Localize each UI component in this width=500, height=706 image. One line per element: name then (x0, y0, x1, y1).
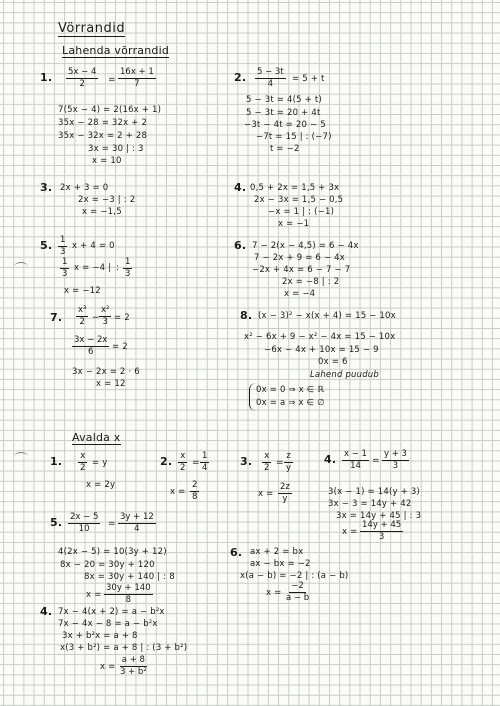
problem-1-lhs-fraction: $\frac{5x - 4}{2}$ (68, 67, 97, 89)
problem-1-step: 7(5x − 4) = 2(16x + 1) (58, 105, 162, 115)
problem-3-equation: 2x + 3 = 0 (60, 183, 109, 193)
solve-1-rhs: = y (92, 458, 108, 468)
problem-8-cases-bracket (249, 383, 256, 411)
problem-2-lhs-fraction: $\frac{5 - 3t}{4}$ (257, 67, 284, 89)
problem-5-step: x = −4 | (74, 263, 112, 273)
solve-6-step: x(a − b) = −2 | : (a − b) (240, 571, 349, 581)
problem-6-step: 2x = −8 | : 2 (282, 277, 340, 287)
problem-5-step-divisor-label: : (116, 263, 120, 273)
problem-8-case: 0x = a ⇒ x ∈ ∅ (256, 398, 325, 408)
solve-1-number: 1. (50, 455, 63, 468)
problem-5-number: 5. (40, 239, 53, 252)
solve-2-result-lhs: x = (170, 487, 186, 497)
problem-6-equation: 7 − 2(x − 4,5) = 6 − 4x (252, 241, 359, 251)
problem-7-answer: x = 12 (96, 379, 126, 389)
problem-8-equation: (x − 3)² − x(x + 4) = 15 − 10x (258, 311, 396, 321)
solve-7-result-lhs: x = (100, 662, 116, 672)
solve-6-step: ax − bx = −2 (250, 559, 311, 569)
problem-1-answer: x = 10 (92, 156, 122, 166)
problem-8-step: x² − 6x + 9 − x² − 4x = 15 − 10x (244, 332, 396, 342)
problem-7-minus: − (92, 313, 100, 323)
problem-4-answer: x = −1 (278, 219, 310, 229)
solve-5-equals: = (108, 519, 116, 529)
solve-3-fraction: $\frac{x}{2}$ (264, 451, 270, 473)
problem-5-step-divisor: $\frac{1}{3}$ (125, 257, 131, 279)
solve-3-result-fraction: $\frac{2z}{y}$ (280, 482, 290, 504)
solve-7-number: 4. (40, 605, 53, 618)
problem-8-number: 8. (240, 309, 253, 322)
problem-5-step-fraction: $\frac{1}{3}$ (62, 257, 68, 279)
problem-5-fraction: $\frac{1}{3}$ (60, 235, 66, 257)
problem-1-number: 1. (40, 71, 53, 84)
problem-2-step: 5 − 3t = 4(5 + t) (246, 95, 322, 105)
problem-7-fraction-a: $\frac{\text{x³}}{2}$ (78, 305, 87, 327)
problem-1-rhs-fraction: $\frac{16x + 1}{7}$ (120, 67, 154, 89)
problem-3-number: 3. (40, 181, 53, 194)
problem-5-answer: x = −12 (64, 286, 101, 296)
solve-7-step: x(3 + b²) = a + 8 | : (3 + b²) (60, 643, 188, 653)
solve-5-step: 8x − 20 = 30y + 120 (60, 560, 155, 570)
solve-1-answer: x = 2y (86, 480, 116, 490)
problem-7-rhs: = 2 (114, 313, 130, 323)
solve-7-step: 3x + b²x = a + 8 (62, 631, 138, 641)
problem-6-step: −2x + 4x = 6 − 7 − 7 (252, 265, 351, 275)
page-title: Vörrandid (58, 21, 126, 36)
problem-7-step: 3x − 2x = 2 · 6 (72, 367, 140, 377)
solve-6-equation: ax + 2 = bx (250, 547, 304, 557)
solve-5-result-fraction: $\frac{30y + 140}{8}$ (106, 583, 151, 605)
solve-3-number: 3. (240, 455, 253, 468)
section-heading-solve-x: Avalda x (72, 431, 121, 444)
solve-2-result-fraction: $\frac{2}{8}$ (192, 480, 198, 502)
problem-7-number: 7. (50, 311, 63, 324)
problem-1-step: 35x − 32x = 2 + 28 (58, 131, 148, 141)
solve-3-rhs-fraction: $\frac{z}{y}$ (286, 451, 292, 473)
solve-4-equals: = (372, 456, 380, 466)
solve-5-number: 5. (50, 516, 63, 529)
solve-4-step: 3x − 3 = 14y + 42 (328, 499, 412, 509)
problem-4-number: 4. (234, 181, 247, 194)
solve-6-result-fraction: $\frac{-2}{a - b}$ (286, 581, 310, 603)
solve-5-rhs-fraction: $\frac{3y + 12}{4}$ (120, 512, 154, 534)
problem-3-step: 2x = −3 | : 2 (78, 195, 136, 205)
problem-3-answer: x = −1,5 (82, 207, 122, 217)
punch-mark-top (14, 262, 28, 271)
problem-1-step: 35x − 28 = 32x + 2 (58, 118, 148, 128)
problem-2-rhs: = 5 + t (292, 74, 325, 84)
problem-8-answer: 0x = 6 (318, 357, 348, 367)
problem-1-step: 3x = 30 | : 3 (88, 144, 144, 154)
problem-6-answer: x = −4 (284, 289, 316, 299)
problem-2-step: −7t = 15 | : (−7) (256, 132, 332, 142)
solve-7-step: 7x − 4x − 8 = a − b²x (58, 619, 158, 629)
problem-6-number: 6. (234, 239, 247, 252)
problem-6-step: 7 − 2x + 9 = 6 − 4x (254, 253, 346, 263)
solve-3-equals: = (276, 458, 284, 468)
solve-4-result-fraction: $\frac{14y + 45}{3}$ (362, 520, 402, 542)
problem-8-step: −6x − 4x + 10x = 15 − 9 (264, 345, 379, 355)
problem-2-step: −3t − 4t = 20 − 5 (244, 120, 326, 130)
solve-4-number: 4. (324, 453, 337, 466)
problem-7-step-fraction: $\frac{3x - 2x}{6}$ (74, 335, 108, 357)
solve-4-rhs-fraction: $\frac{y + 3}{3}$ (384, 449, 407, 471)
solve-6-number: 6. (230, 546, 243, 559)
solve-7-equation: 7x − 4(x + 2) = a − b²x (58, 607, 165, 617)
problem-2-answer: t = −2 (270, 144, 300, 154)
problem-2-number: 2. (234, 71, 247, 84)
problem-8-note: Lahend puudub (310, 370, 379, 380)
problem-4-step: −x = 1 | : (−1) (268, 207, 335, 217)
solve-2-equals: = (192, 458, 200, 468)
problem-8-case: 0x = 0 ⇒ x ∈ ℝ (256, 385, 325, 395)
problem-7-fraction-b: $\frac{\text{x²}}{3}$ (101, 305, 110, 327)
solve-5-fraction: $\frac{2x - 5}{10}$ (70, 512, 99, 534)
solve-2-fraction: $\frac{x}{2}$ (180, 451, 186, 473)
solve-2-number: 2. (160, 455, 173, 468)
problem-4-step: 2x − 3x = 1,5 − 0,5 (254, 195, 344, 205)
problem-1-equals: = (108, 75, 116, 85)
solve-5-step: 4(2x − 5) = 10(3y + 12) (58, 547, 167, 557)
solve-2-rhs-fraction: $\frac{1}{4}$ (202, 451, 208, 473)
solve-7-result-fraction: $\frac{a + 8}{\text{3 + b²}}$ (120, 655, 147, 677)
problem-5-equation: x + 4 = 0 (72, 241, 115, 251)
problem-4-equation: 0,5 + 2x = 1,5 + 3x (250, 183, 340, 193)
problem-2-step: 5 − 3t = 20 + 4t (246, 108, 321, 118)
solve-1-fraction: $\frac{x}{2}$ (80, 451, 86, 473)
solve-5-step: 8x = 30y + 140 | : 8 (84, 572, 175, 582)
solve-4-step: 3x = 14y + 45 | : 3 (336, 511, 422, 521)
solve-5-result-lhs: x = (86, 590, 102, 600)
punch-mark-bottom (14, 452, 28, 461)
solve-6-result-lhs: x = (266, 588, 282, 598)
section-heading-linear: Lahenda võrrandid (62, 44, 170, 57)
solve-3-result-lhs: x = (258, 489, 274, 499)
solve-4-step: 3(x − 1) = 14(y + 3) (328, 487, 420, 497)
solve-4-result-lhs: x = (342, 527, 358, 537)
solve-4-fraction: $\frac{x - 1}{14}$ (344, 449, 367, 471)
problem-7-step-rhs: = 2 (112, 342, 128, 352)
